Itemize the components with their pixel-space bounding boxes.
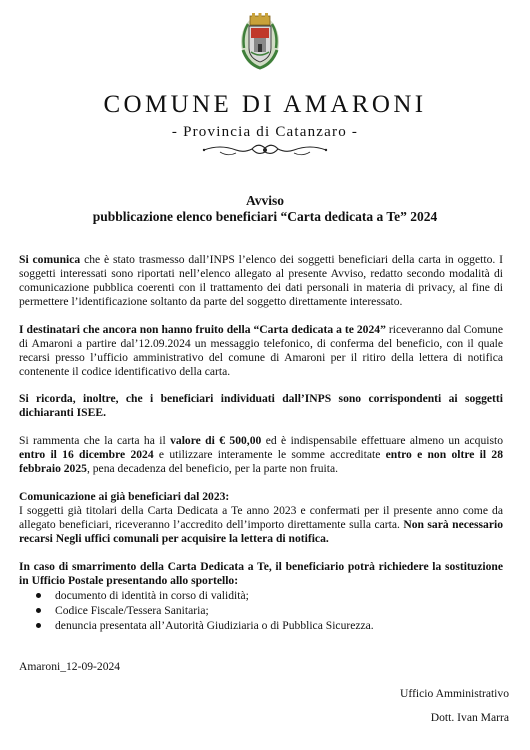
- paragraph-recipients: [19, 323, 503, 379]
- paragraph-lead: I destinatari che ancora non hanno fruito della “Carta dedicata a te 2024”: [19, 323, 386, 336]
- issuing-office: Ufficio Amministrativo: [400, 687, 509, 700]
- paragraph-text: , pena decadenza del beneficio, per la parte non fruita.: [86, 462, 339, 475]
- list-item-text: documento di identità in corso di validità;: [55, 589, 249, 602]
- province-subtitle: - Provincia di Catanzaro -: [171, 124, 359, 140]
- paragraph-card-value: [19, 434, 503, 476]
- list-item: [36, 618, 374, 633]
- paragraph-reminder-isee: Si ricorda, inoltre, che i beneficiari individuati dall’INPS sono corrispondenti ai soggetti dichiaranti ISEE.: [19, 392, 503, 419]
- paragraph-emphasis: Non sarà necessario recarsi Negli uffici comunali per acquisire la lettera di notifica.: [19, 518, 503, 545]
- list-item-text: Codice Fiscale/Tessera Sanitaria;: [55, 604, 209, 617]
- paragraph-text: e utilizzare interamente le somme accreditate: [153, 448, 386, 461]
- divider-ornament-icon: [200, 140, 330, 160]
- required-documents-list: [36, 588, 374, 633]
- first-purchase-deadline: entro il 16 dicembre 2024: [19, 448, 154, 461]
- notice-title: Avviso: [245, 193, 284, 208]
- list-item: [36, 603, 374, 618]
- signatory-name: Dott. Ivan Marra: [430, 711, 509, 724]
- paragraph-text: riceveranno dal Comune di Amaroni a partire dal’12.09.2024 un messaggio telefonico, di conferma del beneficio, con il quale recarsi presso l’ufficio amministrativo del comune di Amaroni per il ritiro della lettera di notifica contenente il codice identificativo della carta.: [19, 323, 503, 378]
- document-date: Amaroni_12-09-2024: [19, 660, 121, 673]
- notice-subtitle: pubblicazione elenco beneficiari “Carta dedicata a Te” 2024: [92, 209, 438, 224]
- paragraph-text: Si rammenta che la carta ha il: [19, 434, 171, 447]
- paragraph-text: I soggetti già titolari della Carta Dedicata a Te anno 2023 e confermati per il presente anno come da allegato beneficiari, riceveranno l’accredito dell’importo direttamente sulla carta.: [19, 504, 503, 531]
- bullet-icon: [36, 608, 41, 613]
- paragraph-card-loss: In caso di smarrimento della Carta Dedicata a Te, il beneficiario potrà richiedere la sostituzione in Ufficio Postale presentando allo sportello:: [19, 560, 503, 587]
- bullet-icon: [36, 623, 41, 628]
- municipal-crest-icon: [240, 12, 280, 70]
- list-item-text: denuncia presentata all’Autorità Giudiziaria o di Pubblica Sicurezza.: [55, 619, 374, 632]
- section-heading: Comunicazione ai già beneficiari dal 2023:: [19, 490, 230, 503]
- bullet-icon: [36, 593, 41, 598]
- paragraph-previous-beneficiaries: [19, 490, 503, 546]
- final-use-deadline: entro e non oltre il 28 febbraio 2025: [19, 448, 503, 475]
- paragraph-text: ed è indispensabile effettuare almeno un acquisto: [261, 434, 503, 447]
- card-value: valore di € 500,00: [170, 434, 262, 447]
- list-item: [36, 588, 374, 603]
- paragraph-communication: [19, 253, 503, 309]
- paragraph-text: che è stato trasmesso dall’INPS l’elenco dei soggetti beneficiari della carta in oggetto. I soggetti interessati sono riportati nell’elenco allegato al presente Avviso, redatto secondo modalità di comunicazione pubblica coerenti con il trattamento dei dati personali in materia di privacy, al fine di permettere l’identificazione soltanto da parte del soggetto direttamente interessato.: [19, 253, 503, 308]
- paragraph-lead: Si comunica: [19, 253, 81, 266]
- page-title: COMUNE DI AMARONI: [103, 91, 427, 118]
